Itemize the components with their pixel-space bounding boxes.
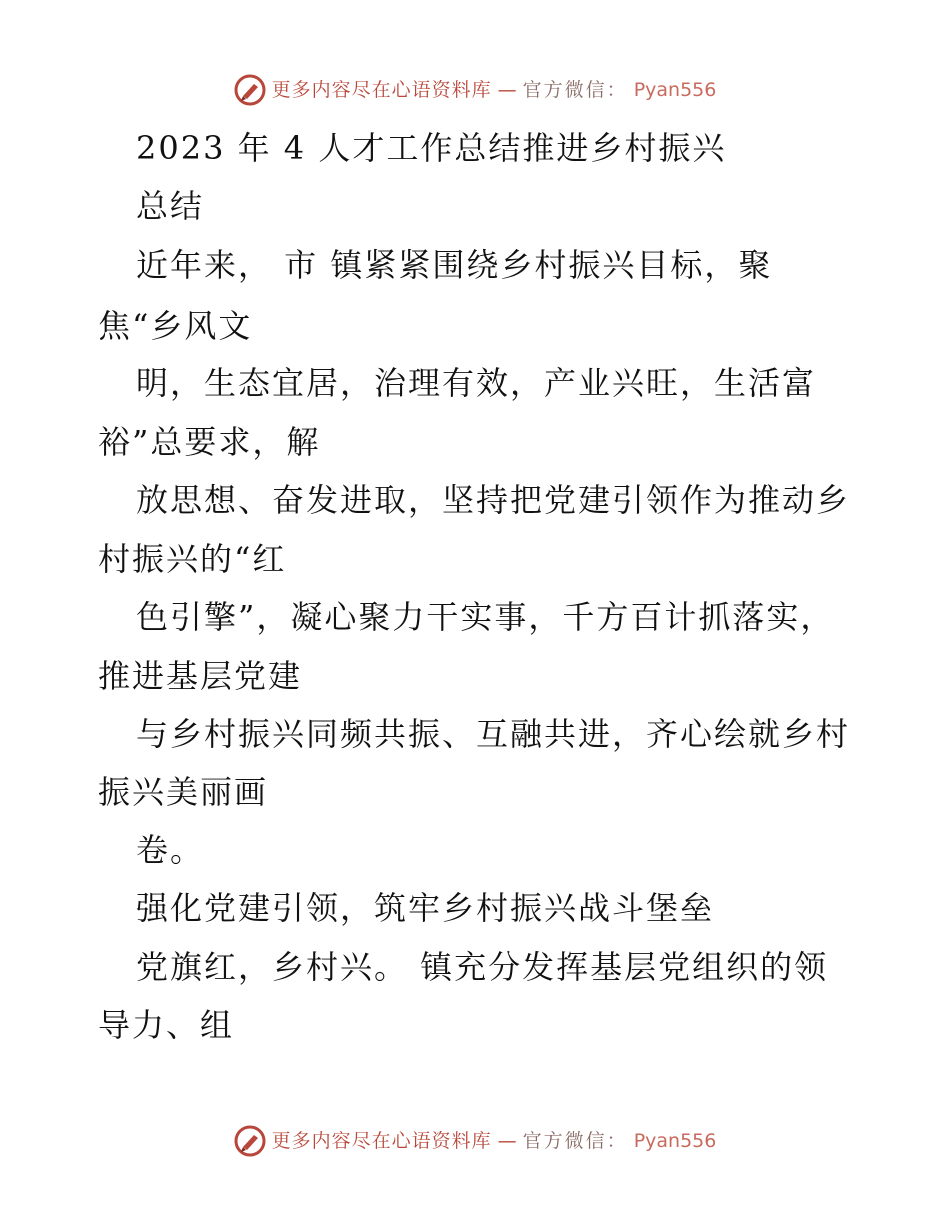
pen-logo-icon	[234, 1125, 266, 1157]
watermark-official-label: 官方微信：	[522, 1130, 628, 1152]
pen-logo-icon	[234, 74, 266, 106]
watermark-brand: 更多内容尽在心语资料库	[271, 79, 492, 101]
document-title: 2023 年 4 人才工作总结推进乡村振兴	[136, 129, 727, 167]
paragraph-line: 放思想、奋发进取，坚持把党建引领作为推动乡	[136, 481, 851, 519]
footer-watermark	[0, 1125, 950, 1157]
paragraph-line: 党旗红，乡村兴。 镇充分发挥基层党组织的领	[136, 948, 829, 986]
watermark-wechat-id: Pyan556	[633, 79, 717, 101]
paragraph-line: 卷。	[136, 831, 205, 869]
paragraph-line: 与乡村振兴同频共振、互融共进，齐心绘就乡村	[136, 715, 851, 753]
paragraph-line: 裕”总要求，解	[98, 423, 321, 461]
paragraph-line: 色引擎”，凝心聚力干实事，千方百计抓落实，	[136, 598, 835, 636]
watermark-dash: —	[497, 1130, 517, 1152]
watermark-wechat-id: Pyan556	[633, 1130, 717, 1152]
paragraph-line: 村振兴的“红	[98, 540, 287, 578]
paragraph-line: 振兴美丽画	[98, 773, 269, 811]
watermark-brand: 更多内容尽在心语资料库	[271, 1130, 492, 1152]
paragraph-line: 推进基层党建	[98, 657, 303, 695]
watermark-official-label: 官方微信：	[522, 79, 628, 101]
paragraph-line: 近年来， 市 镇紧紧围绕乡村振兴目标，聚	[136, 246, 773, 284]
header-watermark	[0, 74, 950, 106]
paragraph-line: 焦“乡风文	[98, 307, 253, 345]
watermark-dash: —	[497, 79, 517, 101]
paragraph-line: 导力、组	[98, 1006, 235, 1044]
section-heading: 强化党建引领，筑牢乡村振兴战斗堡垒	[136, 889, 715, 927]
paragraph-line: 明，生态宜居，治理有效，产业兴旺，生活富	[136, 364, 817, 402]
document-title-cont: 总结	[136, 187, 205, 225]
